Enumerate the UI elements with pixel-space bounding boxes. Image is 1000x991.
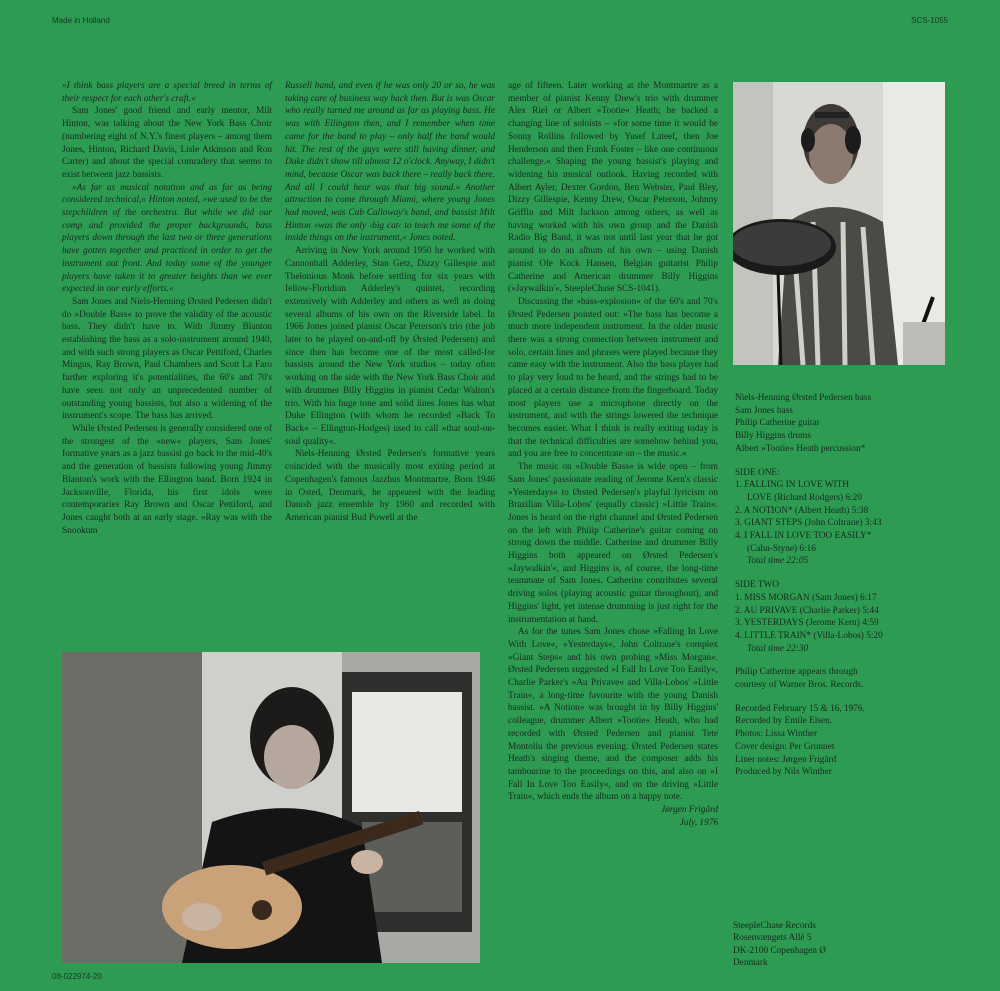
personnel-line: Sam Jones bass <box>735 405 793 416</box>
track-item: 3. YESTERDAYS (Jerome Kern) 4:59 <box>735 618 879 629</box>
side-two-heading: SIDE TWO <box>735 580 779 591</box>
label-address <box>733 920 826 970</box>
paragraph: Russell band, and even if he was only 20 or so, he was taking care of business way back then. But is was Oscar who really turned me around as far as playing bass. He was with Ellington then, and I remember when time came for the band to play – only half the band would hit. The rest of the guys were still having dinner, and Duke didn't show till almost 12 o'clock. Anyway, I didn't mind, because Oscar was back there – really back there. And all I could hear was that big sound.« Another attraction to come through Miami, where young Jones had moved, was Cab Calloway's band, and bassist Milt Hinton »was the only ›big cat‹ to teach me some of the inside things on the instrument,« Jones noted. <box>285 81 495 244</box>
paragraph: The music on »Double Bass« is wide open – from Sam Jones' passionate reading of Jerome Kern's classic »Yesterdays« to Ørsted Pedersen's playful lyricism on Brazilian Villa-Lobos' (equally classic) »Little Train«. Jones is heard on the right channel and Ørsted Pedersen on the left with Philip Catherine's guitar coming on strong down the middle. Catherine and drummer Billy Higgins both appeared on Ørsted Pedersen's »Jaywalkin'«, and Higgins is, of course, the long-time teammate of Sam Jones. Catherine contributes several driving solos (playing acoustic guitar throughout), and Higgins' light, yet intense drumming is just right for the instrumentation at hand. <box>508 462 718 625</box>
track-item: 2. A NOTION* (Albert Heath) 5:38 <box>735 505 869 516</box>
liner-notes-column-2 <box>285 80 495 525</box>
barcode-number: 08-022974-20 <box>52 972 102 981</box>
drummer-photo <box>733 82 945 365</box>
author-date: July, 1976 <box>679 817 718 828</box>
personnel-line: Philip Catherine guitar <box>735 418 820 429</box>
track-item: 3. GIANT STEPS (John Coltrane) 3:43 <box>735 518 882 529</box>
credit-line: Cover design: Per Grunnet <box>735 741 835 752</box>
total-time: Total time 22:05 <box>747 556 809 567</box>
catalog-number: SCS-1055 <box>911 16 948 25</box>
courtesy-line: courtesy of Warner Bros. Records. <box>735 680 864 691</box>
paragraph: As for the tunes Sam Jones chose »Falling In Love With Love«, »Yesterdays«, John Coltrane's complex »Giant Steps« and his own probing »Miss Morgan«. Ørsted Pedersen suggested »I Fall In Love Too Easily«, Charlie Parker's »Au Privave« and Villa-Lobos' »Little Train«, a long-time favourite with the young Danish bassist. »A Notion« was brought in by Billy Higgins' colleague, drummer Albert »Tootie« Heath, who had recorded with Ørsted Pedersen and pianist Tete Montoliu the previous evening. Ørsted Pedersen states Heath's singing theme, and the composer adds his tambourine to the proceedings on this, and also on »I Fall In Love Too Easily«, and on the driving »Little Train«, which ends the album on a happy note. <box>508 627 718 803</box>
courtesy-line: Philip Catherine appears through <box>735 667 858 678</box>
paragraph: Discussing the »bass-explosion« of the 60's and 70's Ørsted Pedersen pointed out: »The bass has become a much more independent instrument. In the older music there was a strong connection between instrument and solo, certain lines and phrases were played because they came easy with the instrument. Also the bass player had to play very loud to be heard, and the strings had to be placed at a certain distance from the fingerboard. Today most players use a microphone directly on the instrument, and with the strings lowered the technique becomes easier. What I think is really exiting today is that the technical difficulties are somehow behind you, and you are free to concentrate on – the music.« <box>508 296 718 460</box>
side-one-heading: SIDE ONE: <box>735 467 780 478</box>
drummer-image <box>733 82 945 365</box>
paragraph: Arriving in New York around 1950 he worked with Cannonball Adderley, Stan Getz, Dizzy Gillespie and Thelonious Monk before settling for six years with fellow-Floridian Adderley's quintet, recording extensively with Adderley and others as well as doing several albums of his own on the Riverside label. In 1966 Jones joined pianist Oscar Peterson's trio (the job later to be played on-and-off by Ørsted Pedersen) and since then has become one of the most called-for bassists around the New York studios – today often working on the side with the New York Bass Choir and with drummer Billy Higgins in pianist Cedar Walton's trio. With his huge tone and solid lines Jones has what Duke Ellington (with whom he recorded »Back To Back« – Ellington-Hodges) used to call »that soul-on-soul quality«. <box>285 246 495 447</box>
address-line: SteepleChase Records <box>733 921 816 931</box>
track-item: LOVE (Richard Rodgers) 6:20 <box>747 492 862 503</box>
paragraph: While Ørsted Pedersen is generally considered one of the strongest of the »new« players, Sam Jones' formative years as a jazz bassist go back to the mid-40's and the generation of bassists following young Jimmy Blanton's work with the Ellington band. Born 1924 in Jacksonville, Florida, his first idols were contemporaries Ray Brown and Oscar Pettiford, and Jones caught both at an early stage. »Ray was with the Snookum <box>62 423 272 536</box>
total-time: Total time 22:30 <box>747 643 809 654</box>
address-line: Rosenvængets Allé 5 <box>733 933 812 944</box>
track-item: 4. LITTLE TRAIN* (Villa-Lobos) 5:20 <box>735 630 883 641</box>
track-item: (Cahn-Styne) 6:16 <box>747 543 816 554</box>
author-signature: Jørgen Frigård <box>661 805 718 816</box>
credit-line: Recorded February 15 & 16, 1976. <box>735 703 865 714</box>
address-line: Denmark <box>733 958 768 969</box>
paragraph: Niels-Henning Ørsted Pedersen's formative years coincided with the musically most exiting period at Copenhagen's famous Jazzhus Montmartre. Born 1946 in Osted, Denmark, he appeared with the leading Danish jazz ensemble by 1960 and recorded with American pianist Bud Powell at the <box>285 449 495 523</box>
personnel-line: Niels-Henning Ørsted Pedersen bass <box>735 393 872 403</box>
track-item: 4. I FALL IN LOVE TOO EASILY* <box>735 531 872 542</box>
personnel-line: Billy Higgins drums <box>735 431 811 442</box>
paragraph: Sam Jones and Niels-Henning Ørsted Pedersen didn't do »Double Bass« to prove the validity of the acoustic bass. They didn't have to. With Jimmy Blanton establishing the bass as a solo-instrument around 1940, and with such strong players as Oscar Pettiford, Charles Mingus, Ray Brown, Paul Chambers and Scott La Faro further exploring it's potentialities, the 60's and 70's have seen not only an unprecedented number of outstanding young bassists, but also a widening of the instrument's scope. The bass has arrived. <box>62 296 272 422</box>
track-item: 1. FALLING IN LOVE WITH <box>735 480 850 491</box>
quote-paragraph: »I think bass players are a special breed in terms of their respect for each other's craft.« <box>62 81 272 104</box>
track-item: 1. MISS MORGAN (Sam Jones) 6:17 <box>735 592 877 603</box>
album-credits <box>735 392 965 779</box>
made-in-label: Made in Holland <box>52 16 110 25</box>
track-item: 2. AU PRIVAVE (Charlie Parker) 5:44 <box>735 605 879 616</box>
guitarist-image <box>62 652 480 963</box>
personnel-line: Albert »Tootie« Heath percussion* <box>735 443 866 454</box>
credit-line: Recorded by Emile Elsen. <box>735 716 833 727</box>
liner-notes-column-1 <box>62 80 272 537</box>
credit-line: Liner notes: Jørgen Frigård <box>735 754 837 765</box>
quote-paragraph: »As far as musical notation and as far as being considered technical,« Hinton noted, »we used to be the stepchildren of the orchestra. But while we did our comp and provided the proper backgrounds, bass players down through the last two or three generations have gotten together and practiced in order to get the instrument out front. And today some of the younger players have taken it to greater heights than we ever expected in our early efforts.« <box>62 182 272 295</box>
credit-line: Produced by Nils Winther <box>735 767 832 778</box>
liner-notes-column-3 <box>508 80 718 829</box>
address-line: DK-2100 Copenhagen Ø <box>733 945 826 956</box>
paragraph: age of fifteen. Later working at the Montmartre as a member of pianist Kenny Drew's trio with drummer Alex Riel or Albert »Tootie« Heath; he backed a changing line of soloists – »for some time it would be Sonny Rollins followed by Yusef Lateef, then Joe Henderson and then Frank Foster – like one continuous challenge.« Shaping the young bassist's playing and widening his musical outlook. Having recorded with Albert Ayler, Dexter Gordon, Ben Webster, Paul Bley, Dizzy Gillespie, Kenny Drew, Oscar Peterson, Johnny Griffin and Milt Jackson among others, as well as having worked with his own group and the Danish Radio Big Band, it was not until last year that he got around to do an album of his own – using Danish pianist Ole Kock Hansen, Belgian guitarist Philip Catherine and American drummer Billy Higgins (»Jaywalkin'«, SteepleChase SCS-1041). <box>508 81 718 295</box>
guitarist-photo <box>62 652 480 963</box>
credit-line: Photos: Lissa Winther <box>735 729 818 740</box>
paragraph: Sam Jones' good friend and early mentor, Milt Hinton, was talking about the New York Bass Choir (numbering eight of N.Y.'s finest players – among them Jones, Hinton, Richard Davis, Lisle Atkinson and Ron Carter) and about the special comradery that seems to exist between jazz bassists. <box>62 106 272 180</box>
